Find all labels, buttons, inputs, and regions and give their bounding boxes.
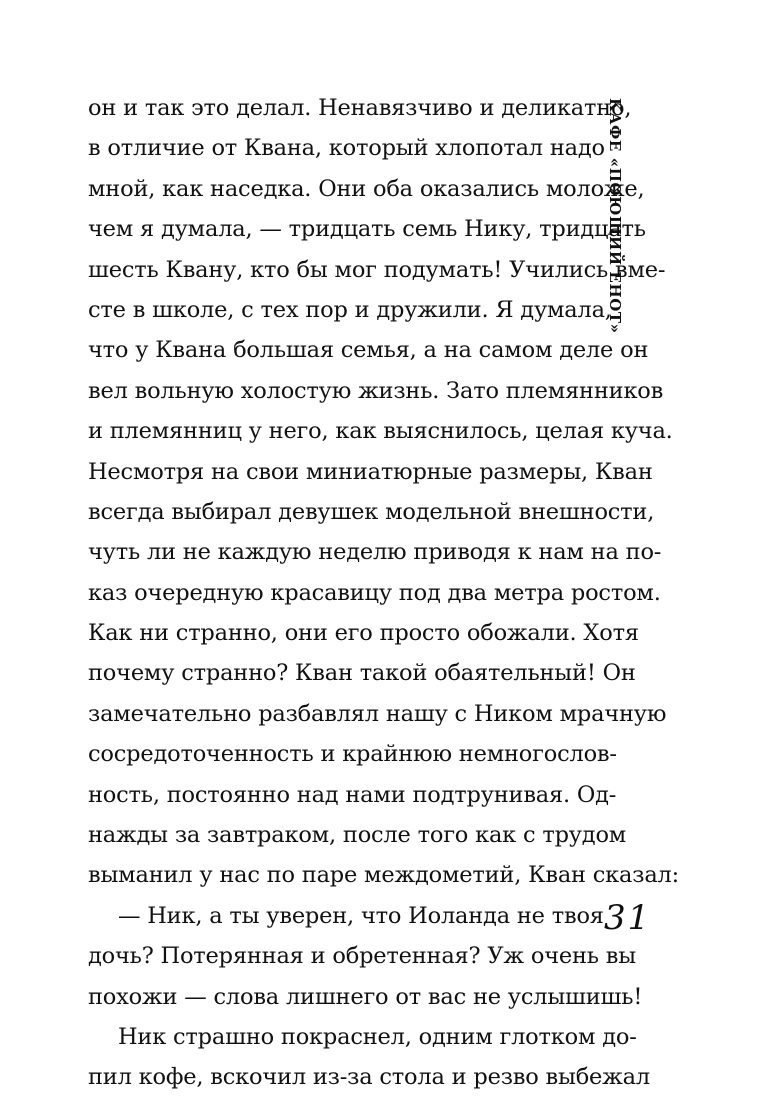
paragraph-end-line: похожи — слова лишнего от вас не услышишь! <box>88 983 643 1010</box>
text-line: он и так это делал. Ненавязчиво и деликатно, <box>88 95 632 121</box>
text-line: в отличие от Квана, который хлопотал надо <box>88 135 605 162</box>
dialogue-line: — Ник, а ты уверен, что Иоланда не твоя <box>118 902 604 929</box>
text-line: что у Квана большая семья, а на самом деле он <box>88 337 649 364</box>
text-line: чуть ли не каждую неделю приводя к нам на по- <box>88 539 662 566</box>
text-line: всегда выбирал девушек модельной внешности, <box>88 498 655 525</box>
running-head: КАФЕ «ПОЮЩИЙ ЕНОТ» <box>606 98 624 334</box>
text-line: мной, как наседка. Они оба оказались моложе, <box>88 175 645 202</box>
text-line: сте в школе, с тех пор и дружили. Я думала, <box>88 296 612 323</box>
text-line: Как ни странно, они его просто обожали. Хотя <box>88 620 639 647</box>
text-line: каз очередную красавицу под два метра ростом. <box>88 579 661 606</box>
text-line: и племянниц у него, как выяснилось, целая куча. <box>88 418 673 445</box>
text-line: замечательно разбавлял нашу с Ником мрачную <box>88 700 667 727</box>
text-line: сосредоточенность и крайнюю немногослов- <box>88 741 617 768</box>
text-line: дочь? Потерянная и обретенная? Уж очень вы <box>88 943 636 970</box>
page-number: 31 <box>604 898 652 938</box>
text-line: вел вольную холостую жизнь. Зато племянников <box>88 377 664 404</box>
text-line: чем я думала, — тридцать семь Нику, тридцать <box>88 216 646 243</box>
text-line: ность, постоянно над нами подтрунивая. Од- <box>88 781 617 808</box>
text-line: Несмотря на свои миниатюрные размеры, Кван <box>88 458 653 485</box>
paragraph-start-line: Ник страшно покраснел, одним глотком до- <box>118 1023 637 1050</box>
text-line: пил кофе, вскочил из-за стола и резво выбежал <box>88 1064 650 1091</box>
text-line: нажды за завтраком, после того как с трудом <box>88 822 627 849</box>
text-line: шесть Квану, кто бы мог подумать! Учились вме- <box>88 256 666 283</box>
text-line: почему странно? Кван такой обаятельный! Он <box>88 660 636 687</box>
text-line: выманил у нас по паре междометий, Кван сказал: <box>88 862 680 889</box>
